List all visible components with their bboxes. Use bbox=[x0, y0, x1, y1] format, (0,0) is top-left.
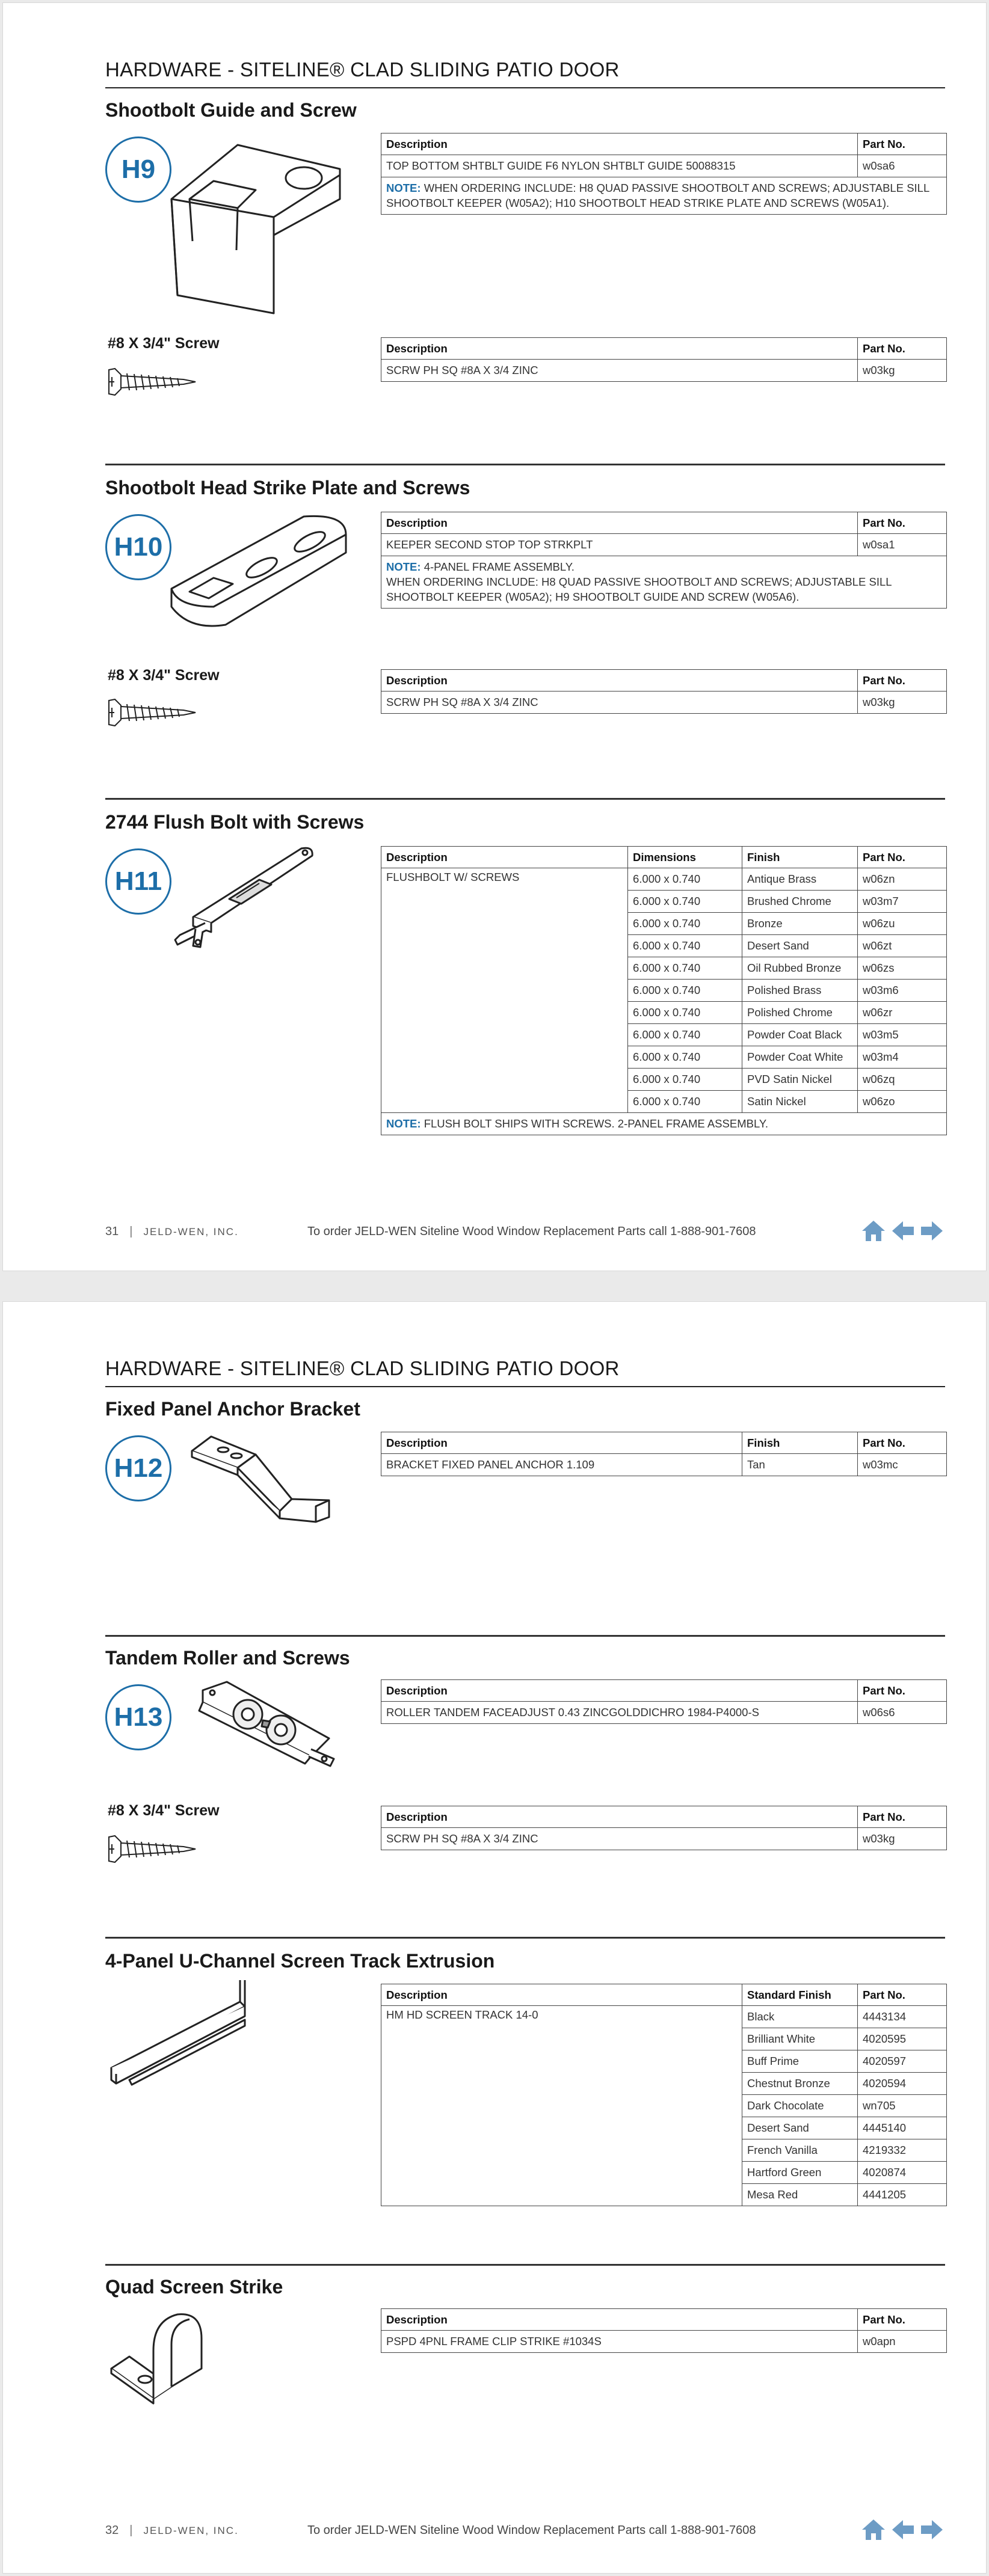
finish: PVD Satin Nickel bbox=[742, 1069, 858, 1091]
part-number: w06s6 bbox=[858, 1702, 947, 1724]
flush-bolt-illustration bbox=[169, 845, 319, 950]
finish: Dark Chocolate bbox=[742, 2095, 858, 2117]
finish: Buff Prime bbox=[742, 2050, 858, 2073]
column-header-part-no: Part No. bbox=[858, 1680, 947, 1702]
finish: Powder Coat White bbox=[742, 1046, 858, 1069]
screw-parts-table bbox=[381, 337, 947, 382]
part-description: SCRW PH SQ #8A X 3/4 ZINC bbox=[381, 692, 858, 714]
screw-illustration bbox=[106, 697, 198, 728]
finish: Tan bbox=[742, 1454, 858, 1476]
column-header-description: Description bbox=[381, 1680, 858, 1702]
page-number: 32 bbox=[105, 2524, 119, 2537]
dimensions: 6.000 x 0.740 bbox=[628, 935, 742, 957]
item-badge-h13: H13 bbox=[105, 1684, 171, 1750]
column-header-part-no: Part No. bbox=[858, 338, 947, 360]
section-title-screen-track: 4-Panel U-Channel Screen Track Extrusion bbox=[105, 1950, 495, 1972]
part-description: SCRW PH SQ #8A X 3/4 ZINC bbox=[381, 1828, 858, 1850]
part-number: w06zo bbox=[858, 1091, 947, 1113]
h10-parts-table bbox=[381, 512, 947, 609]
column-header-description: Description bbox=[381, 1432, 742, 1454]
screen-strike-illustration bbox=[105, 2308, 226, 2405]
h9-parts-table bbox=[381, 133, 947, 215]
arrow-right-icon[interactable] bbox=[920, 2518, 944, 2542]
section-title-h10: Shootbolt Head Strike Plate and Screws bbox=[105, 477, 470, 498]
finish: Desert Sand bbox=[742, 2117, 858, 2139]
column-header-standard-finish: Standard Finish bbox=[742, 1984, 858, 2006]
part-number: wn705 bbox=[858, 2095, 947, 2117]
note-label: NOTE: bbox=[386, 1117, 421, 1130]
screw-title: #8 X 3/4" Screw bbox=[108, 1802, 220, 1819]
column-header-part-no: Part No. bbox=[858, 670, 947, 692]
footer-separator: | bbox=[129, 1225, 133, 1238]
note-text: 4-PANEL FRAME ASSEMBLY. bbox=[421, 560, 575, 573]
part-number: 4445140 bbox=[858, 2117, 947, 2139]
column-header-part-no: Part No. bbox=[858, 1984, 947, 2006]
company-name: JELD-WEN, INC. bbox=[143, 1226, 239, 1237]
part-description: FLUSHBOLT W/ SCREWS bbox=[381, 868, 628, 1113]
part-number: w03m6 bbox=[858, 980, 947, 1002]
section-title-h13: Tandem Roller and Screws bbox=[105, 1647, 350, 1669]
column-header-part-no: Part No. bbox=[858, 2309, 947, 2331]
finish: Polished Chrome bbox=[742, 1002, 858, 1024]
title-rule bbox=[105, 1386, 945, 1387]
column-header-description: Description bbox=[381, 1984, 742, 2006]
screw-title: #8 X 3/4" Screw bbox=[108, 335, 220, 352]
screw-parts-table bbox=[381, 1806, 947, 1850]
part-number: w0sa1 bbox=[858, 534, 947, 556]
table-row bbox=[381, 155, 947, 177]
column-header-description: Description bbox=[381, 512, 858, 534]
dimensions: 6.000 x 0.740 bbox=[628, 1069, 742, 1091]
part-number: w03m4 bbox=[858, 1046, 947, 1069]
table-row bbox=[381, 2331, 947, 2353]
section-divider bbox=[105, 2264, 945, 2266]
part-number: w03m7 bbox=[858, 891, 947, 913]
footer-separator: | bbox=[129, 2524, 133, 2537]
table-row bbox=[381, 692, 947, 714]
part-description: HM HD SCREEN TRACK 14-0 bbox=[381, 2006, 742, 2206]
part-description: TOP BOTTOM SHTBLT GUIDE F6 NYLON SHTBLT GUIDE 50088315 bbox=[381, 155, 858, 177]
finish: Brilliant White bbox=[742, 2028, 858, 2050]
part-number: 4020595 bbox=[858, 2028, 947, 2050]
part-number: w06zt bbox=[858, 935, 947, 957]
part-number: w03kg bbox=[858, 1828, 947, 1850]
part-description: ROLLER TANDEM FACEADJUST 0.43 ZINCGOLDDICHRO 1984-P4000-S bbox=[381, 1702, 858, 1724]
home-icon[interactable] bbox=[861, 1219, 886, 1243]
table-row bbox=[381, 1702, 947, 1724]
column-header-finish: Finish bbox=[742, 847, 858, 868]
home-icon[interactable] bbox=[861, 2518, 886, 2542]
dimensions: 6.000 x 0.740 bbox=[628, 957, 742, 980]
part-description: BRACKET FIXED PANEL ANCHOR 1.109 bbox=[381, 1454, 742, 1476]
part-description: KEEPER SECOND STOP TOP STRKPLT bbox=[381, 534, 858, 556]
tandem-roller-illustration bbox=[191, 1678, 341, 1768]
company-name: JELD-WEN, INC. bbox=[143, 2525, 239, 2536]
strike-plate-illustration bbox=[165, 511, 358, 643]
column-header-part-no: Part No. bbox=[858, 1432, 947, 1454]
finish: Hartford Green bbox=[742, 2162, 858, 2184]
finish: Brushed Chrome bbox=[742, 891, 858, 913]
page-title: HARDWARE - SITELINE® CLAD SLIDING PATIO DOOR bbox=[105, 58, 620, 81]
page-footer bbox=[105, 1225, 239, 1239]
anchor-bracket-illustration bbox=[189, 1433, 340, 1523]
table-row bbox=[381, 2006, 947, 2028]
section-title-h9: Shootbolt Guide and Screw bbox=[105, 99, 357, 121]
section-title-screen-strike: Quad Screen Strike bbox=[105, 2276, 283, 2298]
screen-track-parts-table bbox=[381, 1984, 947, 2206]
note-text: WHEN ORDERING INCLUDE: H8 QUAD PASSIVE SHOOTBOLT AND SCREWS; ADJUSTABLE SILL SHOOTBOLT KEEPER (W05A2); H9 SHOOTBOLT GUIDE AND SCREW (W05A6). bbox=[386, 575, 892, 603]
item-badge-h10: H10 bbox=[105, 514, 171, 580]
section-divider bbox=[105, 1937, 945, 1939]
page-number: 31 bbox=[105, 1225, 119, 1238]
column-header-description: Description bbox=[381, 670, 858, 692]
h10-note bbox=[381, 556, 947, 609]
section-divider bbox=[105, 464, 945, 465]
finish: Black bbox=[742, 2006, 858, 2028]
finish: Polished Brass bbox=[742, 980, 858, 1002]
h13-parts-table bbox=[381, 1679, 947, 1724]
finish: Desert Sand bbox=[742, 935, 858, 957]
part-number: w06zr bbox=[858, 1002, 947, 1024]
part-number: w0sa6 bbox=[858, 155, 947, 177]
item-badge-h12: H12 bbox=[105, 1435, 171, 1501]
catalog-page-31 bbox=[2, 2, 987, 1271]
column-header-part-no: Part No. bbox=[858, 1806, 947, 1828]
table-row bbox=[381, 868, 947, 891]
part-description: PSPD 4PNL FRAME CLIP STRIKE #1034S bbox=[381, 2331, 858, 2353]
h9-note bbox=[381, 177, 947, 215]
column-header-description: Description bbox=[381, 847, 628, 868]
dimensions: 6.000 x 0.740 bbox=[628, 1091, 742, 1113]
part-number: w03kg bbox=[858, 360, 947, 382]
h11-parts-table bbox=[381, 846, 947, 1135]
page-nav bbox=[861, 2518, 944, 2542]
screw-illustration bbox=[106, 1833, 198, 1865]
table-row bbox=[381, 1454, 947, 1476]
arrow-left-icon[interactable] bbox=[891, 2518, 915, 2542]
finish: Oil Rubbed Bronze bbox=[742, 957, 858, 980]
screen-track-illustration bbox=[105, 1978, 250, 2092]
part-number: w06zu bbox=[858, 913, 947, 935]
page-footer bbox=[105, 2524, 239, 2538]
part-description: SCRW PH SQ #8A X 3/4 ZINC bbox=[381, 360, 858, 382]
part-number: w03kg bbox=[858, 692, 947, 714]
order-phone-text: To order JELD-WEN Siteline Wood Window Replacement Parts call 1-888-901-7608 bbox=[307, 1225, 756, 1238]
screw-title: #8 X 3/4" Screw bbox=[108, 667, 220, 684]
finish: Antique Brass bbox=[742, 868, 858, 891]
table-row bbox=[381, 534, 947, 556]
section-divider bbox=[105, 798, 945, 800]
part-number: w06zn bbox=[858, 868, 947, 891]
screw-parts-table bbox=[381, 669, 947, 714]
finish: Powder Coat Black bbox=[742, 1024, 858, 1046]
order-phone-text: To order JELD-WEN Siteline Wood Window Replacement Parts call 1-888-901-7608 bbox=[307, 2524, 756, 2537]
part-number: w03m5 bbox=[858, 1024, 947, 1046]
h12-parts-table bbox=[381, 1432, 947, 1476]
finish: French Vanilla bbox=[742, 2139, 858, 2162]
finish: Chestnut Bronze bbox=[742, 2073, 858, 2095]
screen-strike-parts-table bbox=[381, 2308, 947, 2353]
page-title: HARDWARE - SITELINE® CLAD SLIDING PATIO DOOR bbox=[105, 1357, 620, 1379]
finish: Mesa Red bbox=[742, 2184, 858, 2206]
section-title-h11: 2744 Flush Bolt with Screws bbox=[105, 811, 365, 833]
part-number: w06zs bbox=[858, 957, 947, 980]
column-header-part-no: Part No. bbox=[858, 133, 947, 155]
title-rule bbox=[105, 87, 945, 88]
part-number: 4219332 bbox=[858, 2139, 947, 2162]
column-header-description: Description bbox=[381, 1806, 858, 1828]
page-nav bbox=[861, 1219, 944, 1243]
part-number: w06zq bbox=[858, 1069, 947, 1091]
finish: Satin Nickel bbox=[742, 1091, 858, 1113]
arrow-right-icon[interactable] bbox=[920, 1219, 944, 1243]
note-text: WHEN ORDERING INCLUDE: H8 QUAD PASSIVE SHOOTBOLT AND SCREWS; ADJUSTABLE SILL SHOOTBOLT KEEPER (W05A2); H10 SHOOTBOLT HEAD STRIKE PLATE AND SCREWS (W05A1). bbox=[386, 182, 929, 209]
part-number: 4441205 bbox=[858, 2184, 947, 2206]
column-header-part-no: Part No. bbox=[858, 847, 947, 868]
note-label: NOTE: bbox=[386, 560, 421, 573]
dimensions: 6.000 x 0.740 bbox=[628, 980, 742, 1002]
table-row bbox=[381, 1828, 947, 1850]
dimensions: 6.000 x 0.740 bbox=[628, 868, 742, 891]
table-row bbox=[381, 360, 947, 382]
arrow-left-icon[interactable] bbox=[891, 1219, 915, 1243]
dimensions: 6.000 x 0.740 bbox=[628, 1002, 742, 1024]
item-badge-h9: H9 bbox=[105, 136, 171, 203]
column-header-description: Description bbox=[381, 133, 858, 155]
column-header-finish: Finish bbox=[742, 1432, 858, 1454]
part-number: 4020594 bbox=[858, 2073, 947, 2095]
column-header-description: Description bbox=[381, 338, 858, 360]
part-number: 4020874 bbox=[858, 2162, 947, 2184]
note-label: NOTE: bbox=[386, 182, 421, 194]
column-header-part-no: Part No. bbox=[858, 512, 947, 534]
screw-illustration bbox=[106, 366, 198, 397]
catalog-page-32 bbox=[2, 1301, 987, 2574]
dimensions: 6.000 x 0.740 bbox=[628, 913, 742, 935]
item-badge-h11: H11 bbox=[105, 848, 171, 915]
part-number: w0apn bbox=[858, 2331, 947, 2353]
finish: Bronze bbox=[742, 913, 858, 935]
column-header-description: Description bbox=[381, 2309, 858, 2331]
section-title-h12: Fixed Panel Anchor Bracket bbox=[105, 1398, 360, 1420]
dimensions: 6.000 x 0.740 bbox=[628, 1024, 742, 1046]
dimensions: 6.000 x 0.740 bbox=[628, 891, 742, 913]
h11-note bbox=[381, 1113, 947, 1135]
part-number: 4443134 bbox=[858, 2006, 947, 2028]
column-header-dimensions: Dimensions bbox=[628, 847, 742, 868]
section-divider bbox=[105, 1635, 945, 1637]
part-number: 4020597 bbox=[858, 2050, 947, 2073]
part-number: w03mc bbox=[858, 1454, 947, 1476]
note-text: FLUSH BOLT SHIPS WITH SCREWS. 2-PANEL FRAME ASSEMBLY. bbox=[421, 1117, 768, 1130]
dimensions: 6.000 x 0.740 bbox=[628, 1046, 742, 1069]
shootbolt-guide-illustration bbox=[165, 133, 346, 319]
